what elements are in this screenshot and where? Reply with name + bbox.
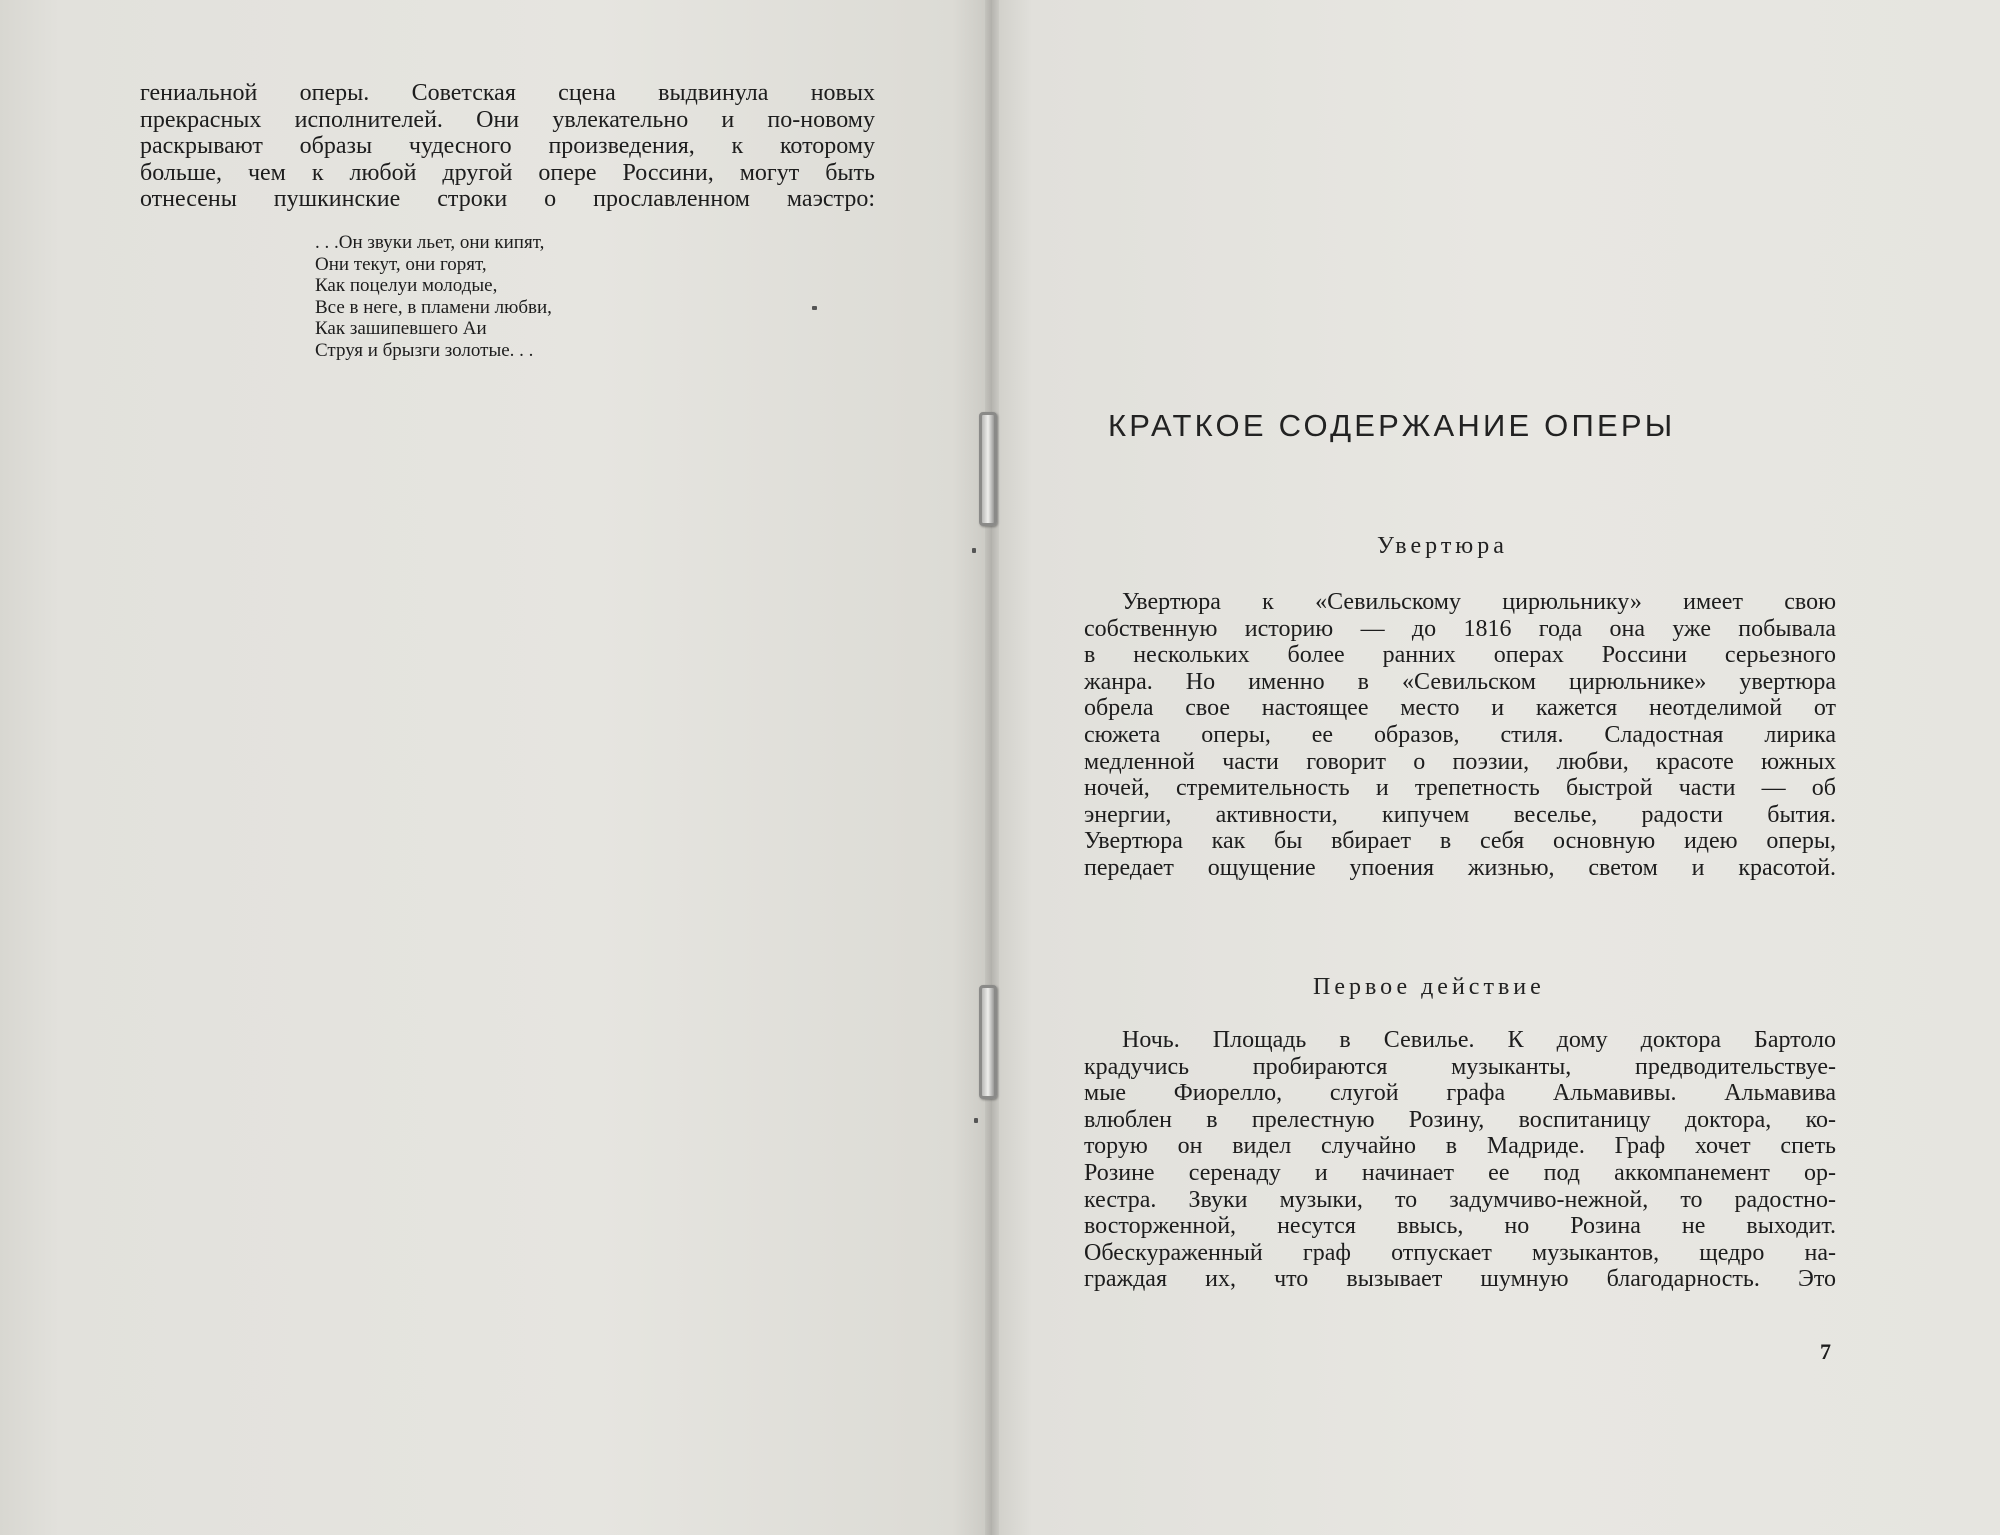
paper-speck [974,1118,978,1123]
text-line: мые Фиорелло, слугой графа Альмавивы. Альмавива [1084,1080,1836,1107]
text-line: энергии, активности, кипучем веселье, радости бытия. [1084,801,1836,828]
text-line: ночей, стремительность и трепетность быстрой части — об [1084,775,1836,802]
paper-speck [972,548,976,553]
text-line: Розине серенаду и начинает ее под аккомпанемент ор- [1084,1159,1836,1186]
verse-line: Они текут, они горят, [315,253,487,275]
text-line: передает ощущение упоения жизнью, светом и красотой. [1084,854,1836,881]
text-line: крадучись пробираются музыканты, предводительствуе- [1084,1053,1836,1080]
verse-line: Как поцелуи молодые, [315,275,498,296]
verse-line: Струя и брызги золотые. . . [315,339,534,361]
left-paragraph [140,80,875,213]
text-line: обрела свое настоящее место и кажется неотделимой от [1084,695,1836,722]
text-line: Увертюра как бы вбирает в себя основную идею оперы, [1084,828,1836,855]
text-line: граждая их, что вызывает шумную благодарность. Это [1084,1266,1836,1293]
text-line: в нескольких более ранних операх Россини серьезного [1084,642,1836,669]
paper-speck [812,306,817,310]
book-gutter [985,0,999,1535]
overture-heading: Увертюра [1377,533,1508,559]
text-line: Обескураженный граф отпускает музыкантов, щедро на- [1084,1239,1836,1266]
act-one-paragraph [1084,1027,1836,1293]
text-line: сюжета оперы, ее образов, стиля. Сладостная лирика [1084,721,1836,748]
text-line: восторженной, несутся ввысь, но Розина не выходит. [1084,1213,1836,1240]
page-title: КРАТКОЕ СОДЕРЖАНИЕ ОПЕРЫ [1108,408,1676,443]
verse-line: Все в неге, в пламени любви, [315,296,552,318]
text-line: жанра. Но именно в «Севильском цирюльнике» увертюра [1084,668,1836,695]
text-line: кестра. Звуки музыки, то задумчиво-нежной, то радостно- [1084,1186,1836,1213]
text-line: собственную историю — до 1816 года она уже побывала [1084,615,1836,642]
overture-paragraph [1084,589,1836,882]
text-line: медленной части говорит о поэзии, любви, красоте южных [1084,748,1836,775]
pushkin-verse [315,232,552,361]
text-line: отнесены пушкинские строки о прославленном маэстро: [140,186,875,212]
text-line: торую он видел случайно в Мадриде. Граф хочет спеть [1084,1133,1836,1160]
staple-top [979,412,997,526]
text-line: Ночь. Площадь в Севилье. К дому доктора Бартоло [1122,1027,1836,1053]
page-number: 7 [1820,1339,1831,1364]
text-line: Увертюра к «Севильскому цирюльнику» имеет свою [1122,589,1836,615]
act-one-heading: Первое действие [1313,974,1545,1000]
text-line: влюблен в прелестную Розину, воспитаницу доктора, ко- [1084,1106,1836,1133]
verse-line: . . .Он звуки льет, они кипят, [315,232,545,253]
left-page [0,0,992,1535]
staple-bottom [979,985,997,1099]
text-line: гениальной оперы. Советская сцена выдвинула новых [140,80,875,106]
text-line: больше, чем к любой другой опере Россини, могут быть [140,159,875,186]
verse-line: Как зашипевшего Аи [315,318,487,339]
text-line: раскрывают образы чудесного произведения, к которому [140,133,875,159]
text-line: прекрасных исполнителей. Они увлекательно и по-новому [140,106,875,133]
